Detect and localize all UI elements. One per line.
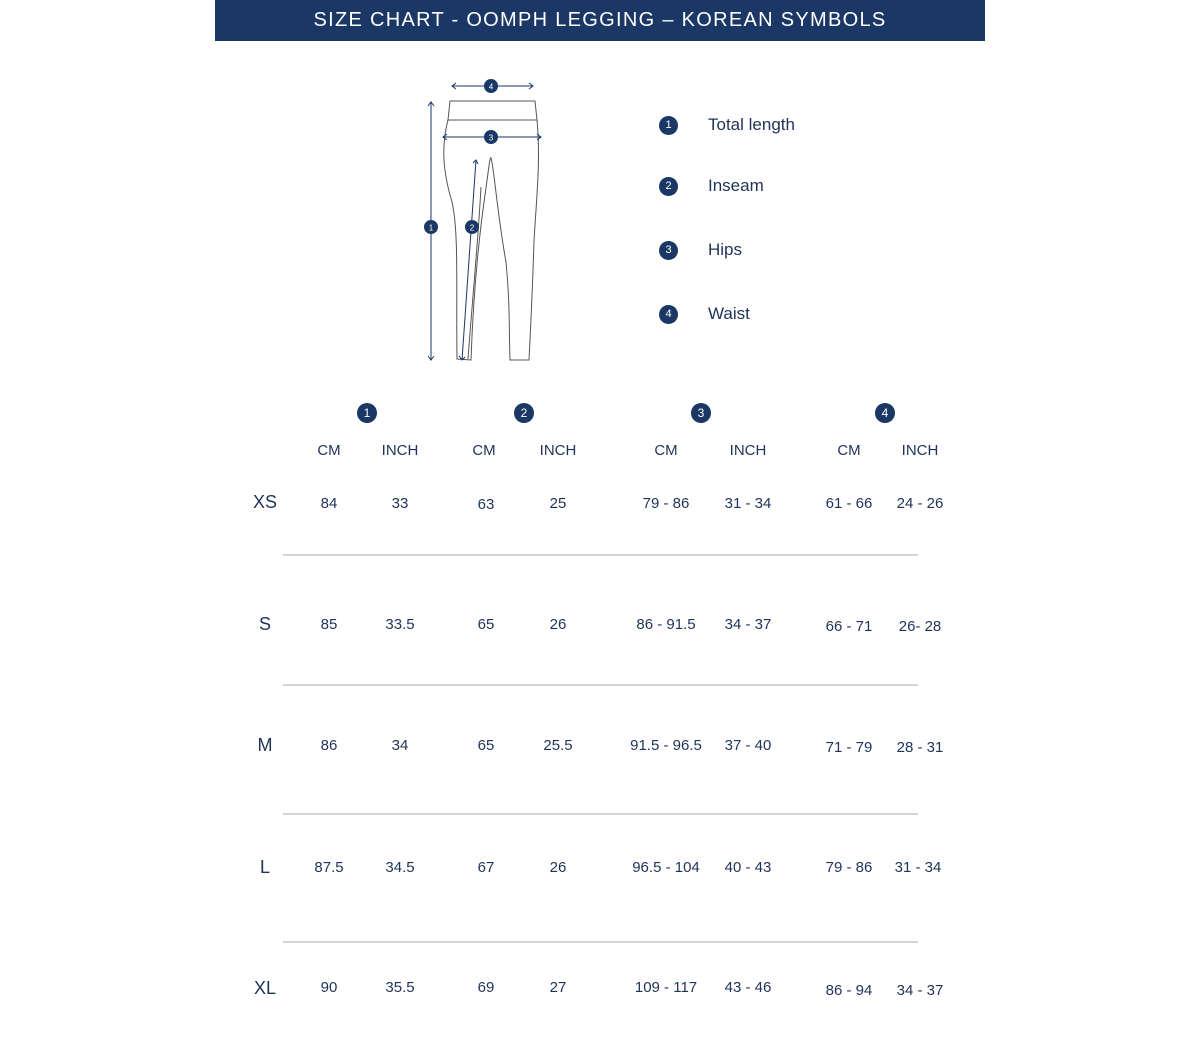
cell-waist-cm: 61 - 66 xyxy=(825,495,873,512)
row-divider xyxy=(283,941,918,943)
cell-waist-inch: 31 - 34 xyxy=(894,859,942,876)
group-badge-hips: 3 xyxy=(691,403,711,423)
unit-header-inch: INCH xyxy=(381,442,419,459)
cell-total-length-cm: 90 xyxy=(320,979,338,996)
unit-header-inch: INCH xyxy=(901,442,939,459)
cell-hips-inch: 31 - 34 xyxy=(724,495,772,512)
svg-text:3: 3 xyxy=(488,133,494,143)
cell-total-length-inch: 33 xyxy=(391,495,409,512)
cell-waist-cm: 79 - 86 xyxy=(825,859,873,876)
size-label: L xyxy=(259,857,271,877)
cell-total-length-cm: 87.5 xyxy=(314,859,344,876)
cell-waist-cm: 71 - 79 xyxy=(825,739,873,756)
size-label: XL xyxy=(253,978,277,998)
cell-total-length-inch: 33.5 xyxy=(385,616,415,633)
cell-total-length-cm: 85 xyxy=(320,616,338,633)
cell-hips-cm: 86 - 91.5 xyxy=(636,616,696,633)
size-label: M xyxy=(257,735,273,755)
legend-number-badge: 2 xyxy=(659,177,678,196)
cell-waist-cm: 66 - 71 xyxy=(825,618,873,635)
cell-hips-cm: 96.5 - 104 xyxy=(632,859,700,876)
legend-label: Hips xyxy=(708,240,743,259)
group-badge-total-length: 1 xyxy=(357,403,377,423)
cell-hips-inch: 37 - 40 xyxy=(724,737,772,754)
cell-hips-inch: 43 - 46 xyxy=(724,979,772,996)
page-title: SIZE CHART - OOMPH LEGGING – KOREAN SYMBOLS xyxy=(215,0,985,41)
size-label: S xyxy=(258,614,272,634)
diagram-marker-waist xyxy=(484,79,498,93)
size-label: XS xyxy=(252,492,278,512)
cell-inseam-cm: 67 xyxy=(477,859,495,876)
legend-label: Inseam xyxy=(708,176,764,195)
svg-text:2: 2 xyxy=(469,223,475,233)
legend-number-badge: 3 xyxy=(659,241,678,260)
cell-hips-inch: 34 - 37 xyxy=(724,616,772,633)
diagram-marker-inseam xyxy=(465,220,479,234)
legend-label: Waist xyxy=(708,304,750,323)
legend-number-badge: 4 xyxy=(659,305,678,324)
cell-hips-inch: 40 - 43 xyxy=(724,859,772,876)
row-divider xyxy=(283,684,918,686)
cell-inseam-cm: 69 xyxy=(477,979,495,996)
cell-inseam-cm: 65 xyxy=(477,737,495,754)
cell-hips-cm: 91.5 - 96.5 xyxy=(630,737,702,754)
cell-total-length-inch: 34.5 xyxy=(385,859,415,876)
group-badge-inseam: 2 xyxy=(514,403,534,423)
cell-waist-inch: 34 - 37 xyxy=(896,982,944,999)
legend-item-total-length xyxy=(659,114,795,136)
row-divider xyxy=(283,554,918,556)
legend-item-inseam xyxy=(659,175,764,197)
unit-header-cm: CM xyxy=(317,442,341,459)
cell-inseam-inch: 25.5 xyxy=(543,737,573,754)
svg-text:4: 4 xyxy=(488,82,494,92)
legend-label: Total length xyxy=(708,115,795,134)
cell-total-length-cm: 86 xyxy=(320,737,338,754)
cell-inseam-inch: 26 xyxy=(549,859,567,876)
cell-inseam-inch: 27 xyxy=(549,979,567,996)
row-divider xyxy=(283,813,918,815)
cell-total-length-inch: 35.5 xyxy=(385,979,415,996)
cell-inseam-cm: 65 xyxy=(477,616,495,633)
cell-hips-cm: 79 - 86 xyxy=(642,495,690,512)
cell-total-length-inch: 34 xyxy=(391,737,409,754)
cell-inseam-inch: 25 xyxy=(549,495,567,512)
group-badge-waist: 4 xyxy=(875,403,895,423)
cell-waist-inch: 26- 28 xyxy=(898,618,942,635)
legend-item-hips xyxy=(659,239,743,261)
cell-inseam-inch: 26 xyxy=(549,616,567,633)
cell-waist-cm: 86 - 94 xyxy=(825,982,873,999)
unit-header-cm: CM xyxy=(472,442,496,459)
unit-header-inch: INCH xyxy=(729,442,767,459)
cell-total-length-cm: 84 xyxy=(320,495,338,512)
cell-waist-inch: 28 - 31 xyxy=(896,739,944,756)
cell-waist-inch: 24 - 26 xyxy=(896,495,944,512)
diagram-marker-total-length xyxy=(424,220,438,234)
cell-hips-cm: 109 - 117 xyxy=(634,979,698,996)
legend-item-waist xyxy=(659,303,750,325)
legend-number-badge: 1 xyxy=(659,116,678,135)
legging-diagram xyxy=(410,72,570,372)
svg-text:1: 1 xyxy=(428,223,434,233)
unit-header-inch: INCH xyxy=(539,442,577,459)
diagram-marker-hips xyxy=(484,130,498,144)
unit-header-cm: CM xyxy=(837,442,861,459)
unit-header-cm: CM xyxy=(654,442,678,459)
cell-inseam-cm: 63 xyxy=(477,496,495,513)
